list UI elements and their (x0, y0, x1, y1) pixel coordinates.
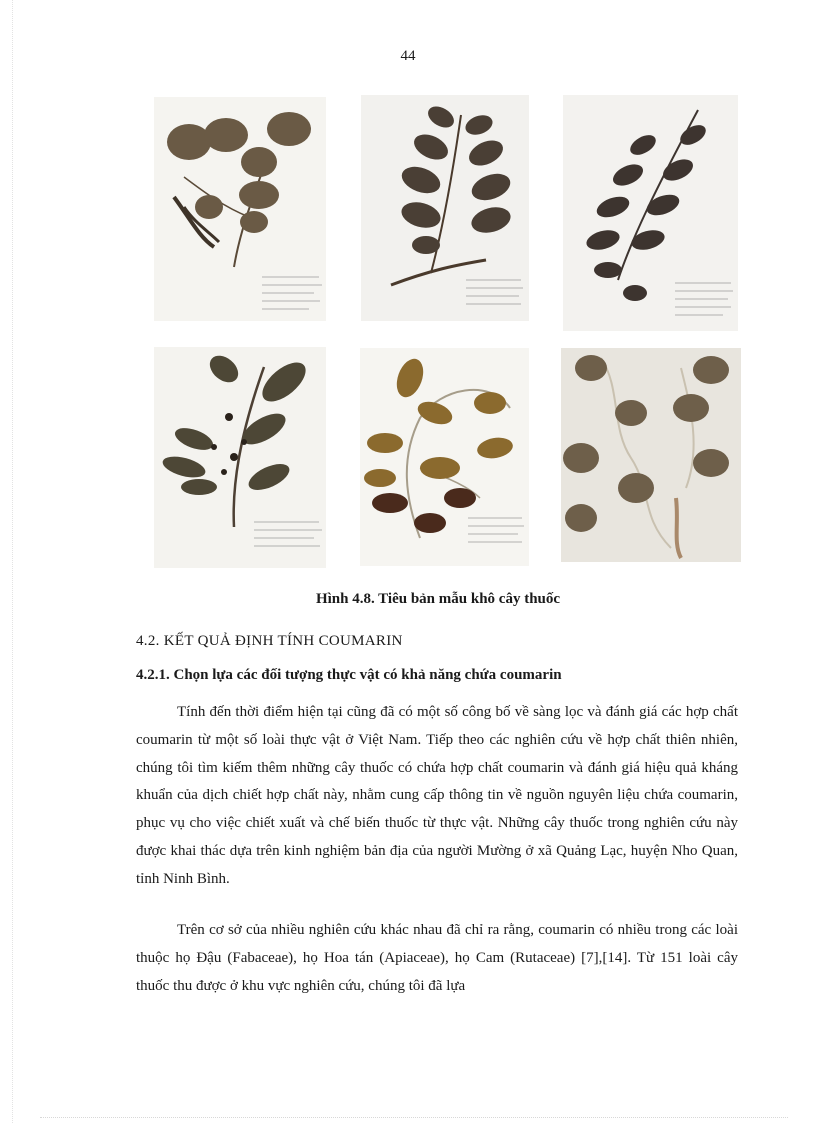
section-heading: 4.2. KẾT QUẢ ĐỊNH TÍNH COUMARIN (136, 633, 403, 649)
specimen-5-illustration (360, 348, 529, 566)
specimen-photo-3 (563, 95, 738, 331)
specimen-photo-2 (361, 95, 529, 321)
specimen-1-illustration (154, 97, 326, 321)
subsection-heading: 4.2.1. Chọn lựa các đối tượng thực vật có khả năng chứa coumarin (136, 667, 562, 683)
specimen-photo-6 (561, 348, 741, 562)
page-number: 44 (400, 48, 416, 64)
specimen-6-illustration (561, 348, 741, 562)
body-paragraph-1 (136, 699, 738, 894)
specimen-4-illustration (154, 347, 326, 568)
specimen-2-illustration (361, 95, 529, 321)
specimen-photo-5 (360, 348, 529, 566)
specimen-photo-1 (154, 97, 326, 321)
page-margin-guide (12, 0, 13, 1123)
figure-caption: Hình 4.8. Tiêu bản mẫu khô cây thuốc (315, 591, 561, 607)
paragraph-2-text: Trên cơ sở của nhiều nghiên cứu khác nhau đã chỉ ra rằng, coumarin có nhiều trong các loài thuộc họ Đậu (Fabaceae), họ Hoa tán (Apiaceae), họ Cam (Rutaceae) [7],[14]. Từ 151 loài cây thuốc thu được ở khu vực nghiên cứu, chúng tôi đã lựa (136, 922, 738, 994)
footer-rule (40, 1117, 788, 1118)
paragraph-1-text: Tính đến thời điểm hiện tại cũng đã có một số công bố về sàng lọc và đánh giá các hợp chất coumarin từ một số loài thực vật ở Việt Nam. Tiếp theo các nghiên cứu về hợp chất thiên nhiên, chúng tôi tìm kiếm thêm những cây thuốc có chứa hợp chất coumarin và đánh giá hiệu quả kháng khuẩn của dịch chiết hợp chất này, nhằm cung cấp thông tin về nguồn nguyên liệu chứa coumarin, phục vụ cho việc chiết xuất và chế biến thuốc từ thực vật. Những cây thuốc trong nghiên cứu này được khai thác dựa trên kinh nghiệm bản địa của người Mường ở xã Quảng Lạc, huyện Nho Quan, tỉnh Ninh Bình. (136, 704, 738, 887)
body-paragraph-2 (136, 917, 738, 1000)
specimen-3-illustration (563, 95, 738, 331)
specimen-photo-4 (154, 347, 326, 568)
